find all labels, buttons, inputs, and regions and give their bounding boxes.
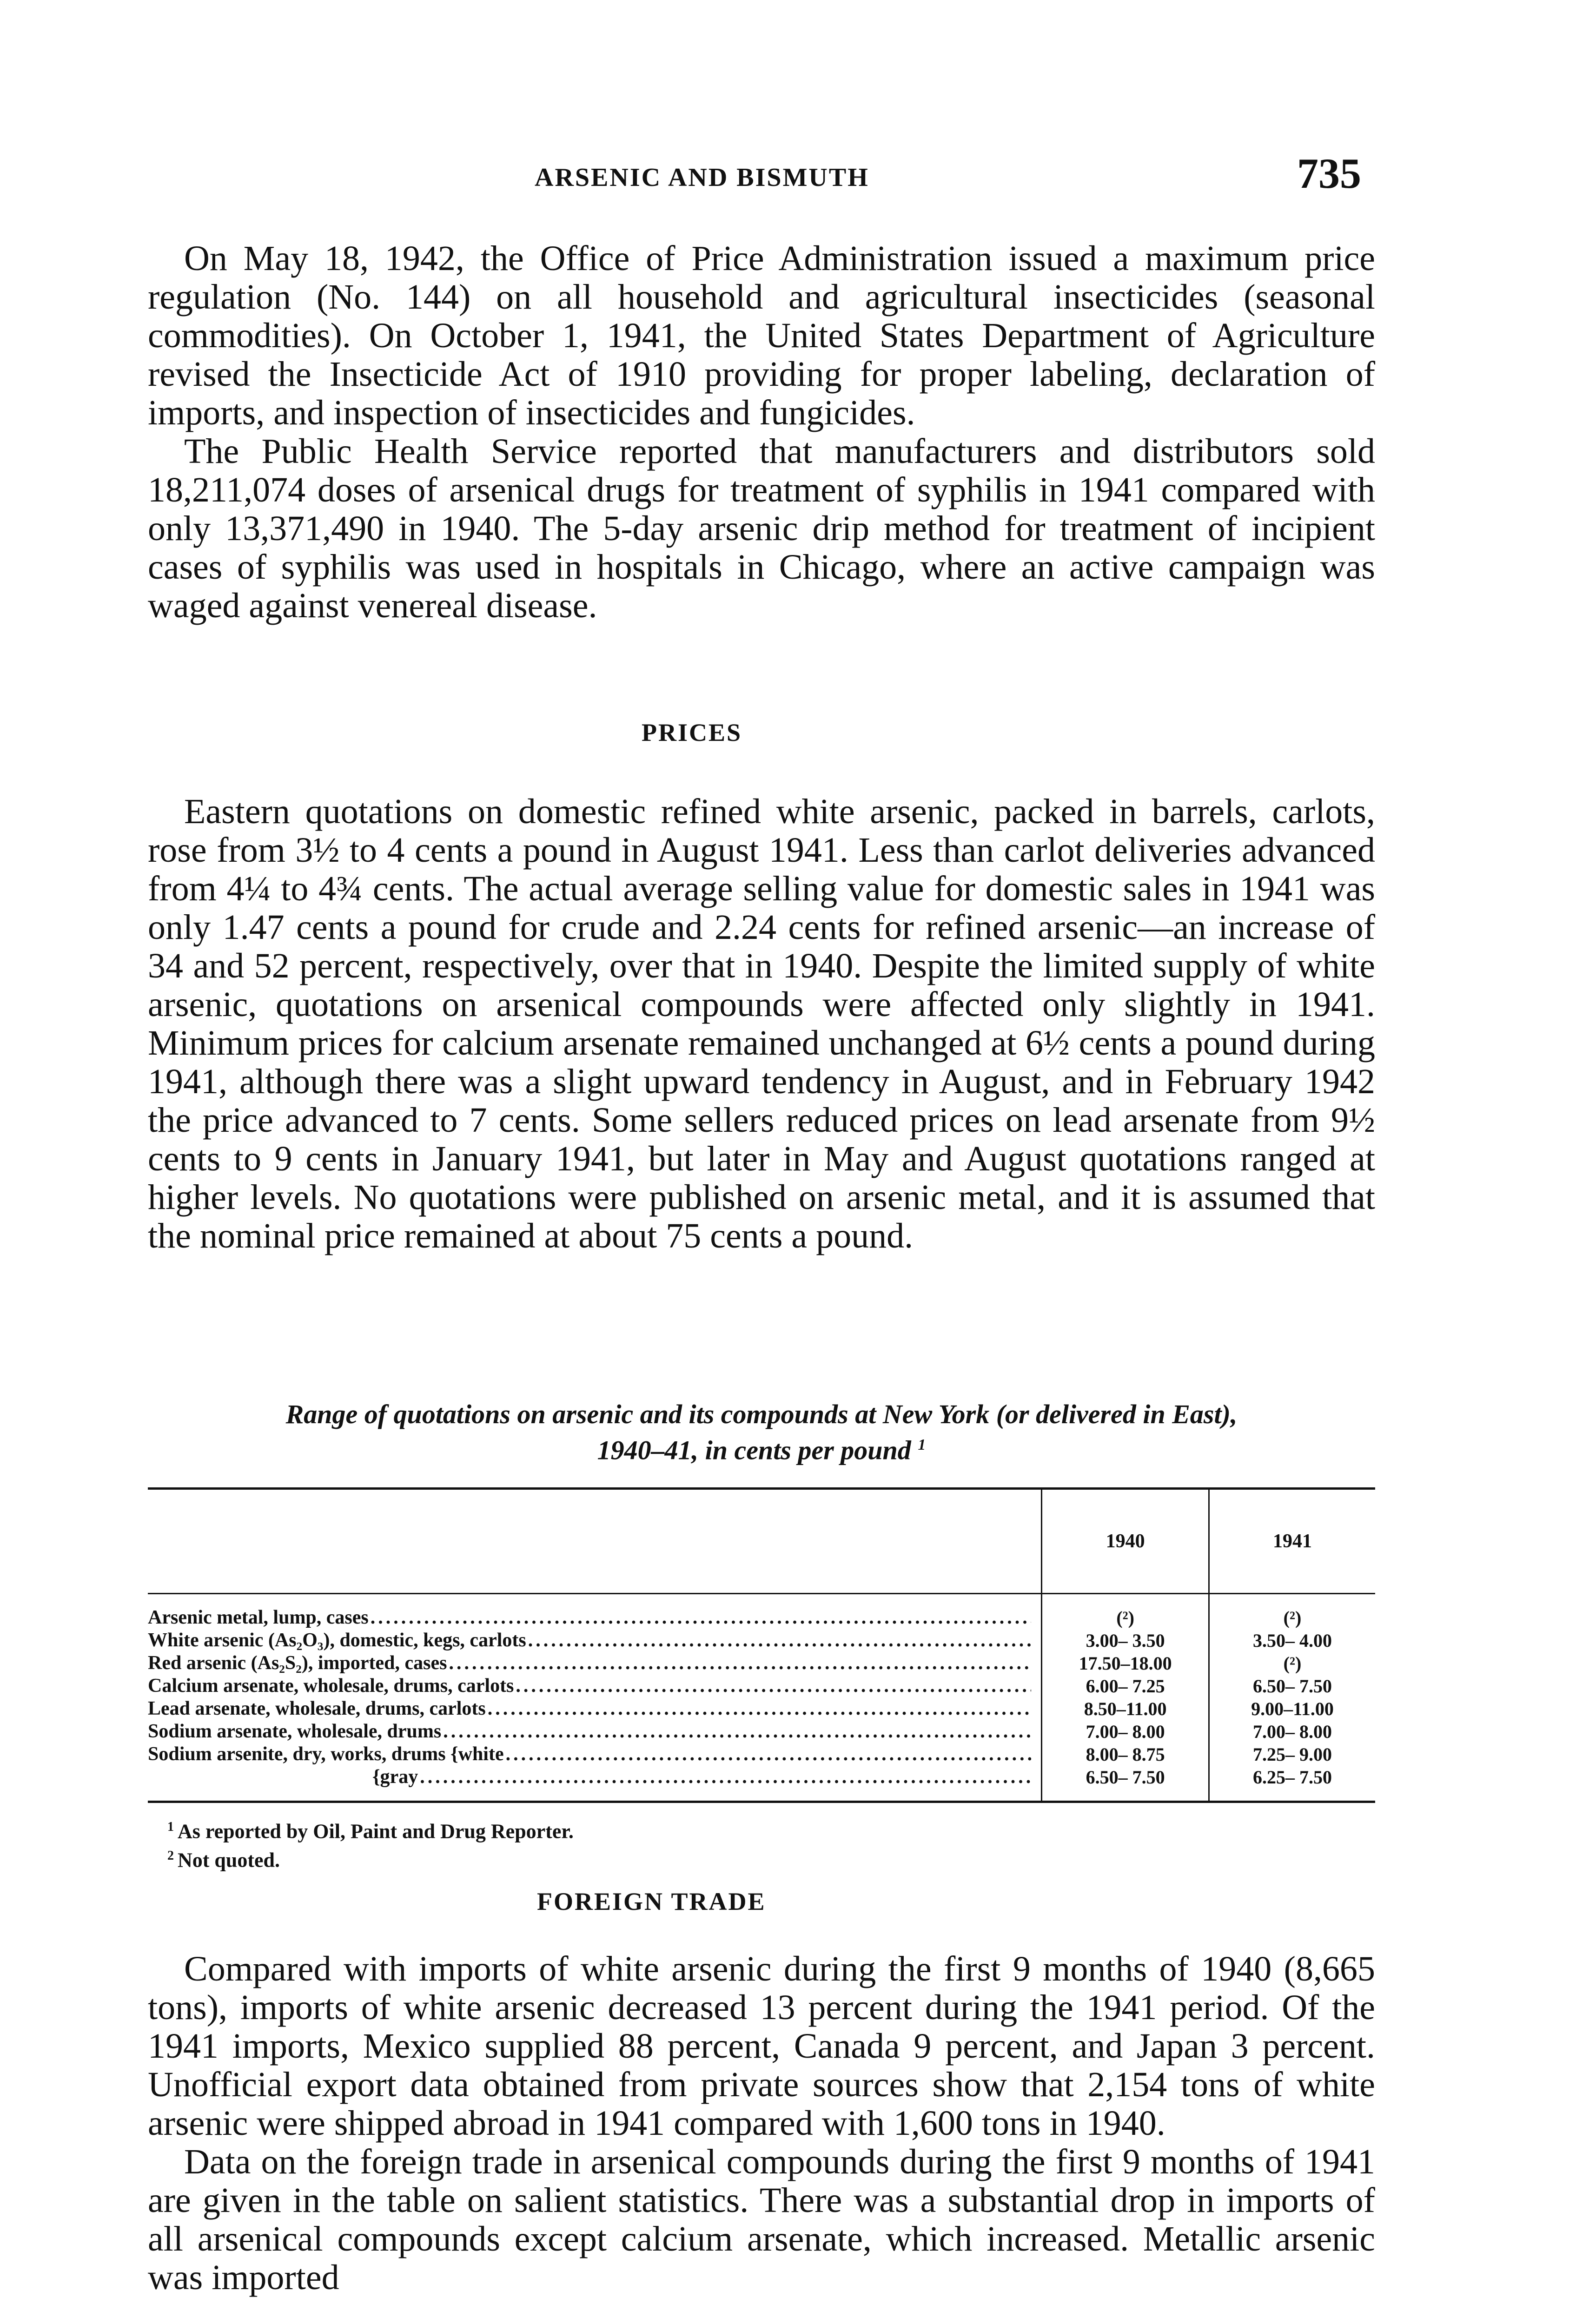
table-header-row [148,1489,1375,1594]
paragraph-arsenical-compounds: Data on the foreign trade in arsenical compounds during the first 9 months of 1941 are given in the table on salient statistics. There was a substantial drop in imports of all arsenical compounds except calcium arsenate, which increased. Metallic arsenic was imported [148,2142,1375,2297]
value-1941: 9.00–11.00 [1209,1697,1376,1720]
value-1940: 17.50–18.00 [1042,1652,1209,1675]
table-row [148,1594,1375,1630]
value-1941: 7.25– 9.00 [1209,1743,1376,1766]
table-row [148,1743,1375,1766]
row-label: White arsenic (As₂O₃), domestic, kegs, carlots [148,1630,526,1651]
value-1940: 6.50– 7.50 [1042,1766,1209,1802]
quotations-table-wrap [148,1487,1375,1803]
value-1940: 6.00– 7.25 [1042,1675,1209,1697]
table-row [148,1675,1375,1697]
paragraph-opa-regulation: On May 18, 1942, the Office of Price Administration issued a maximum price regulation (No. 144) on all household and agricultural insecticides (seasonal commodities). On October 1, 1941, the United States Department of Agriculture revised the Insecticide Act of 1910 providing for proper labeling, declaration of imports, and inspection of insecticides and fungicides. [148,239,1375,432]
row-label: Sodium arsenate, wholesale, drums [148,1721,442,1742]
table-row [148,1720,1375,1743]
header-1940: 1940 [1042,1489,1209,1594]
table-caption [148,1399,1375,1466]
prices-text [148,792,1375,1255]
intro-text [148,239,1375,625]
row-label: Red arsenic (As₂S₂), imported, cases [148,1652,447,1674]
value-1940: 8.50–11.00 [1042,1697,1209,1720]
value-1941: (²) [1209,1652,1376,1675]
header-1941: 1941 [1209,1489,1376,1594]
table-caption-line-2: 1940–41, in cents per pound $^1$ [597,1435,926,1466]
table-row [148,1697,1375,1720]
row-label: {gray [148,1766,418,1788]
footnote-2: $^2$ Not quoted. [167,1848,280,1872]
table-caption-line-1: Range of quotations on arsenic and its compounds at New York (or delivered in East), [285,1399,1238,1429]
prices-heading: PRICES [642,719,742,746]
header-blank [148,1489,1042,1594]
value-1940: 3.00– 3.50 [1042,1629,1209,1652]
foreign-trade-text [148,1950,1375,2297]
paragraph-public-health: The Public Health Service reported that manufacturers and distributors sold 18,211,074 doses of arsenical drugs for treatment of syphilis in 1941 compared with only 13,371,490 in 1940. The 5-day arsenic drip method for treatment of incipient cases of syphilis was used in hospitals in Chicago, where an active campaign was waged against venereal disease. [148,432,1375,625]
value-1940: 8.00– 8.75 [1042,1743,1209,1766]
footnote-ref-1: 1 [918,1436,926,1453]
quotations-table [148,1487,1375,1803]
value-1941: 7.00– 8.00 [1209,1720,1376,1743]
row-label: Sodium arsenite, dry, works, drums {white [148,1743,504,1765]
value-1941: 6.50– 7.50 [1209,1675,1376,1697]
footnote-1: $^1$ As reported by Oil, Paint and Drug Reporter. [167,1820,574,1843]
paragraph-prices: Eastern quotations on domestic refined white arsenic, packed in barrels, carlots, rose from 3½ to 4 cents a pound in August 1941. Less than carlot deliveries advanced from 4¼ to 4¾ cents. The actual average selling value for domestic sales in 1941 was only 1.47 cents a pound for crude and 2.24 cents for refined arsenic—an increase of 34 and 52 percent, respectively, over that in 1940. Despite the limited supply of white arsenic, quotations on arsenical compounds were affected only slightly in 1941. Minimum prices for calcium arsenate remained unchanged at 6½ cents a pound during 1941, although there was a slight upward tendency in August, and in February 1942 the price advanced to 7 cents. Some sellers reduced prices on lead arsenate from 9½ cents to 9 cents in January 1941, but later in May and August quotations ranged at higher levels. No quotations were published on arsenic metal, and it is assumed that the nominal price remained at about 75 cents a pound. [148,792,1375,1255]
value-1940: (²) [1042,1594,1209,1630]
table-footnotes [167,1815,574,1872]
table-row [148,1766,1375,1802]
value-1940: 7.00– 8.00 [1042,1720,1209,1743]
value-1941: 6.25– 7.50 [1209,1766,1376,1802]
table-row [148,1652,1375,1675]
value-1941: (²) [1209,1594,1376,1630]
row-label: Arsenic metal, lump, cases [148,1607,369,1628]
table-row [148,1629,1375,1652]
row-label: Calcium arsenate, wholesale, drums, carlots [148,1675,514,1697]
row-label: Lead arsenate, wholesale, drums, carlots [148,1698,486,1719]
value-1941: 3.50– 4.00 [1209,1629,1376,1652]
paragraph-white-arsenic-imports: Compared with imports of white arsenic during the first 9 months of 1940 (8,665 tons), imports of white arsenic decreased 13 percent during the 1941 period. Of the 1941 imports, Mexico supplied 88 percent, Canada 9 percent, and Japan 3 percent. Unofficial export data obtained from private sources show that 2,154 tons of white arsenic were shipped abroad in 1941 compared with 1,600 tons in 1940. [148,1949,1375,2143]
running-head: ARSENIC AND BISMUTH [535,163,869,192]
page-number: 735 [1297,150,1361,197]
foreign-trade-heading: FOREIGN TRADE [537,1888,766,1915]
